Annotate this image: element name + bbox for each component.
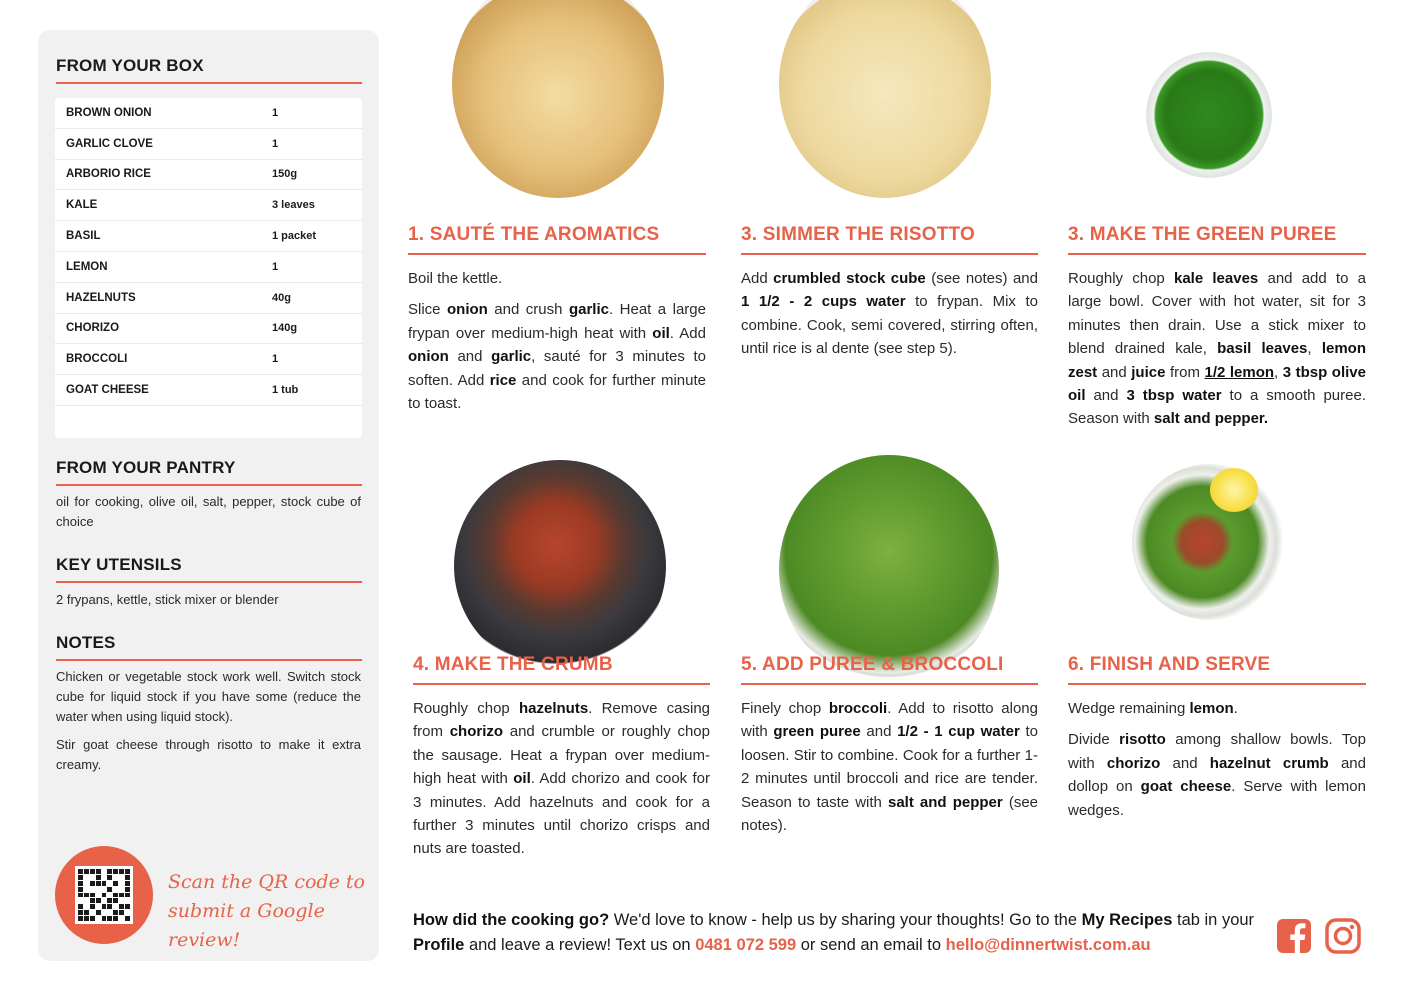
step-5-body bbox=[741, 697, 1038, 845]
ingredient-name: HAZELNUTS bbox=[66, 291, 136, 304]
step-text-emphasis: onion bbox=[408, 348, 449, 366]
box-heading: FROM YOUR BOX bbox=[56, 56, 204, 75]
ingredient-qty: 3 leaves bbox=[272, 199, 315, 212]
review-footer: How did the cooking go? We'd love to know - help us by sharing your thoughts! Go to the My Recipes tab in your Profile and leave a review! Text us on 0481 072 599 or send an email to hello@dinnertwist.com.au bbox=[413, 911, 1255, 954]
footer-emphasis: Profile bbox=[413, 936, 465, 954]
step-text-emphasis: green puree bbox=[773, 723, 861, 741]
ingredient-qty: 1 bbox=[272, 106, 279, 119]
step-text-emphasis: garlic bbox=[491, 348, 532, 366]
step-4-rule bbox=[413, 683, 710, 685]
step-text-emphasis: salt and pepper. bbox=[1153, 410, 1269, 428]
ingredient-qty: 140g bbox=[272, 322, 298, 335]
step-text-emphasis: basil leaves bbox=[1217, 340, 1308, 358]
ingredient-name: BASIL bbox=[66, 230, 101, 243]
step-text-emphasis: 3 tbsp water bbox=[1126, 387, 1222, 405]
step-text-emphasis: rice bbox=[489, 371, 517, 389]
ingredient-qty: 1 tub bbox=[272, 384, 299, 397]
ingredient-row bbox=[55, 375, 362, 406]
ingredient-row bbox=[55, 252, 362, 283]
step-3-puree-photo bbox=[1146, 52, 1272, 178]
qr-code-badge[interactable] bbox=[55, 846, 153, 944]
step-1-body bbox=[408, 267, 706, 423]
qr-code-icon[interactable] bbox=[75, 866, 133, 924]
step-2-body bbox=[741, 267, 1038, 369]
step-text-emphasis: 1/2 - 1 cup water bbox=[897, 723, 1020, 741]
step-paragraph: Roughly chop kale leaves and add to a large bowl. Cover with hot water, sit for 3 minutes then drain. Use a stick mixer to blend drained kale, basil leaves, lemon zest and juice from 1/2 lemon, 3 tbsp olive oil and 3 tbsp water to a smooth puree. Season with salt and pepper. bbox=[1068, 270, 1366, 428]
ingredient-row bbox=[55, 160, 362, 191]
footer-link[interactable]: hello@dinnertwist.com.au bbox=[945, 936, 1151, 954]
step-paragraph: Boil the kettle. bbox=[408, 270, 503, 287]
ingredient-qty: 1 bbox=[272, 353, 279, 366]
box-ingredients-table bbox=[55, 98, 362, 438]
step-text-emphasis: crumbled stock cube bbox=[773, 270, 926, 287]
footer-emphasis: How did the cooking go? bbox=[413, 911, 610, 929]
ingredient-row bbox=[55, 344, 362, 375]
step-3-rule bbox=[1068, 253, 1366, 255]
box-heading-rule bbox=[56, 82, 362, 84]
ingredient-qty: 150g bbox=[272, 168, 298, 181]
ingredient-qty: 1 bbox=[272, 137, 279, 150]
utensils-heading: KEY UTENSILS bbox=[56, 555, 182, 574]
step-text-emphasis: risotto bbox=[1119, 731, 1166, 749]
qr-callout bbox=[168, 868, 368, 955]
step-paragraph: Add crumbled stock cube (see notes) and 1 1/2 - 2 cups water to frypan. Mix to combine. Cook, semi covered, stirring often, until rice is al dente (see step 5). bbox=[741, 270, 1038, 358]
step-text-emphasis: goat cheese bbox=[1140, 778, 1232, 796]
step-4-body bbox=[413, 697, 710, 869]
ingredient-name: ARBORIO RICE bbox=[66, 168, 151, 181]
instagram-icon[interactable] bbox=[1325, 918, 1361, 954]
ingredient-name: KALE bbox=[66, 199, 98, 212]
step-text-emphasis: salt and pepper bbox=[887, 793, 1003, 811]
pantry-heading: FROM YOUR PANTRY bbox=[56, 458, 236, 477]
pantry-text: oil for cooking, olive oil, salt, pepper, stock cube of choice bbox=[56, 494, 361, 529]
facebook-icon[interactable] bbox=[1276, 918, 1312, 954]
step-text-emphasis: 1 1/2 - 2 cups water bbox=[741, 293, 906, 311]
ingredient-row bbox=[55, 283, 362, 314]
step-text-emphasis: hazelnut crumb bbox=[1209, 754, 1329, 772]
ingredient-name: CHORIZO bbox=[66, 322, 120, 335]
step-1-title: 1. SAUTÉ THE AROMATICS bbox=[408, 224, 660, 245]
step-paragraph: Finely chop broccoli. Add to risotto along with green puree and 1/2 - 1 cup water to loosen. Stir to combine. Cook for a further 1-2 minutes until broccoli and rice are tender. Season to taste with salt and pepper (see notes). bbox=[741, 700, 1038, 835]
step-text-emphasis: lemon bbox=[1189, 700, 1234, 717]
step-6-title: 6. FINISH AND SERVE bbox=[1068, 654, 1271, 675]
ingredient-qty: 40g bbox=[272, 291, 291, 304]
step-paragraph: Divide risotto among shallow bowls. Top with chorizo and hazelnut crumb and dollop on goat cheese. Serve with lemon wedges. bbox=[1068, 731, 1366, 819]
lemon-wedge-image bbox=[1210, 468, 1258, 512]
note-1: Chicken or vegetable stock work well. Switch stock cube for liquid stock if you have some (reduce the water when using liquid stock). bbox=[56, 669, 361, 724]
ingredient-name: GOAT CHEESE bbox=[66, 384, 149, 397]
step-3-risotto-photo bbox=[779, 0, 991, 198]
utensils-heading-rule bbox=[56, 581, 362, 583]
step-paragraph: Roughly chop hazelnuts. Remove casing from chorizo and crumble or roughly chop the sausage. Heat a frypan over medium-high heat with oil. Add chorizo and cook for 3 minutes. Add hazelnuts and cook for a further 3 minutes until chorizo crisps and nuts are toasted. bbox=[413, 700, 711, 858]
step-text-emphasis: chorizo bbox=[1106, 754, 1161, 772]
step-2-title: 3. SIMMER THE RISOTTO bbox=[741, 224, 975, 245]
step-text-emphasis: lemon zest bbox=[1068, 340, 1366, 381]
footer-emphasis: My Recipes bbox=[1081, 911, 1173, 929]
ingredients-sidebar bbox=[38, 30, 379, 961]
ingredient-row bbox=[55, 314, 362, 345]
ingredient-name: LEMON bbox=[66, 260, 108, 273]
step-4-title: 4. MAKE THE CRUMB bbox=[413, 654, 613, 675]
notes-heading-rule bbox=[56, 659, 362, 661]
step-text-emphasis: onion bbox=[447, 301, 488, 319]
step-4-photo bbox=[454, 460, 666, 672]
step-1-rule bbox=[408, 253, 706, 255]
qr-callout-line-1: Scan the QR code to bbox=[168, 871, 365, 893]
utensils-text: 2 frypans, kettle, stick mixer or blender bbox=[56, 592, 279, 607]
step-text-emphasis: broccoli bbox=[828, 700, 888, 717]
step-text-emphasis: garlic bbox=[568, 301, 609, 319]
step-paragraph: Wedge remaining lemon. bbox=[1068, 700, 1238, 717]
ingredient-name: BROCCOLI bbox=[66, 353, 128, 366]
step-3-body bbox=[1068, 267, 1366, 439]
ingredient-qty: 1 packet bbox=[272, 230, 317, 243]
ingredient-row bbox=[55, 221, 362, 252]
ingredient-row bbox=[55, 98, 362, 129]
note-2: Stir goat cheese through risotto to make it extra creamy. bbox=[56, 737, 361, 772]
step-text-emphasis: chorizo bbox=[449, 723, 504, 741]
ingredient-row bbox=[55, 129, 362, 160]
step-2-rule bbox=[741, 253, 1038, 255]
footer-link[interactable]: 0481 072 599 bbox=[695, 936, 797, 954]
step-text-emphasis: kale leaves bbox=[1173, 270, 1259, 287]
ingredient-row bbox=[55, 190, 362, 221]
step-text-emphasis: hazelnuts bbox=[519, 700, 589, 717]
qr-callout-line-2: submit a Google review! bbox=[168, 900, 325, 951]
ingredient-qty: 1 bbox=[272, 260, 279, 273]
step-text-emphasis: juice bbox=[1131, 363, 1166, 381]
step-text-emphasis: oil bbox=[513, 770, 531, 788]
notes-text bbox=[56, 667, 361, 783]
step-6-rule bbox=[1068, 683, 1366, 685]
step-6-body bbox=[1068, 697, 1366, 830]
pantry-heading-rule bbox=[56, 484, 362, 486]
step-3-title: 3. MAKE THE GREEN PUREE bbox=[1068, 224, 1337, 245]
step-paragraph: Slice onion and crush garlic. Heat a large frypan over medium-high heat with oil. Add onion and garlic, sauté for 3 minutes to soften. Add rice and cook for further minute to toast. bbox=[408, 301, 706, 413]
step-5-title: 5. ADD PUREE & BROCCOLI bbox=[741, 654, 1004, 675]
step-5-rule bbox=[741, 683, 1038, 685]
step-text-emphasis: 3 tbsp olive oil bbox=[1068, 363, 1366, 405]
step-1-photo bbox=[452, 0, 664, 198]
ingredient-name: GARLIC CLOVE bbox=[66, 137, 153, 150]
step-5-photo bbox=[779, 455, 999, 685]
step-text-emphasis: 1/2 lemon bbox=[1204, 363, 1275, 381]
ingredient-name: BROWN ONION bbox=[66, 106, 152, 119]
notes-heading: NOTES bbox=[56, 633, 116, 652]
step-text-emphasis: oil bbox=[652, 324, 670, 342]
